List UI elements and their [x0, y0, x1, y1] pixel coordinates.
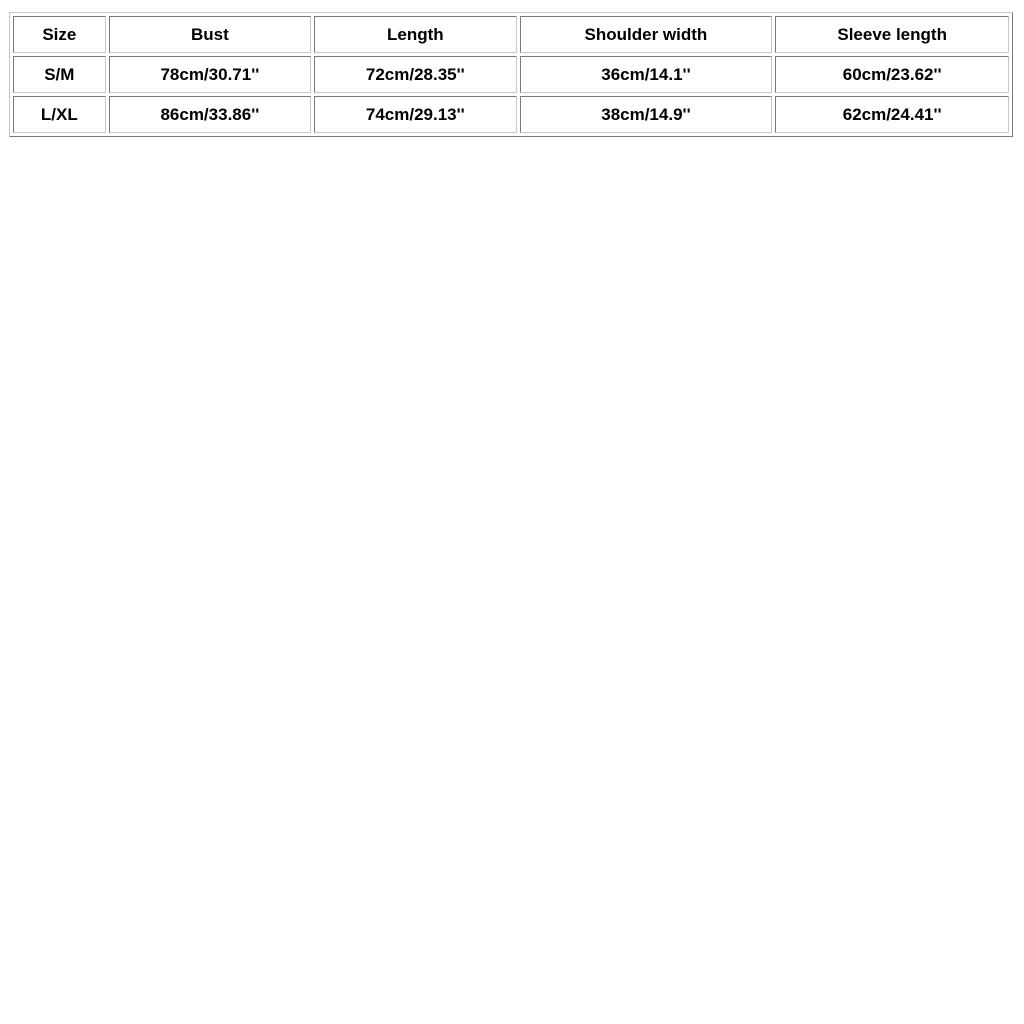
- cell-sleeve-length: 60cm/23.62'': [775, 56, 1009, 93]
- cell-shoulder-width: 38cm/14.9'': [520, 96, 773, 133]
- header-length: Length: [314, 16, 516, 53]
- header-bust: Bust: [109, 16, 311, 53]
- size-chart-table: [9, 12, 1013, 137]
- table-row: [13, 56, 1009, 93]
- cell-length: 72cm/28.35'': [314, 56, 516, 93]
- cell-sleeve-length: 62cm/24.41'': [775, 96, 1009, 133]
- header-shoulder-width: Shoulder width: [520, 16, 773, 53]
- cell-length: 74cm/29.13'': [314, 96, 516, 133]
- cell-bust: 86cm/33.86'': [109, 96, 311, 133]
- cell-size: L/XL: [13, 96, 106, 133]
- header-size: Size: [13, 16, 106, 53]
- cell-bust: 78cm/30.71'': [109, 56, 311, 93]
- cell-size: S/M: [13, 56, 106, 93]
- cell-shoulder-width: 36cm/14.1'': [520, 56, 773, 93]
- header-sleeve-length: Sleeve length: [775, 16, 1009, 53]
- table-header-row: [13, 16, 1009, 53]
- table-row: [13, 96, 1009, 133]
